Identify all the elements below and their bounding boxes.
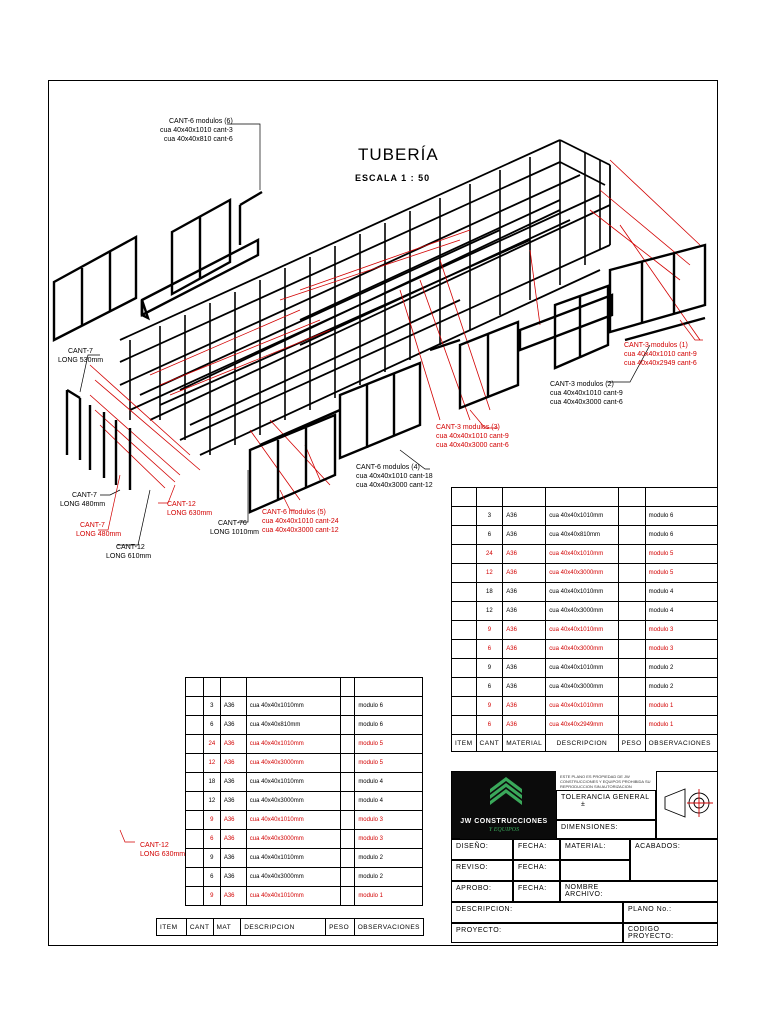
label-cant7-530: CANT-7 LONG 530mm: [58, 348, 104, 364]
header-obs: OBSERVACIONES: [645, 735, 717, 752]
cell-obs: modulo 1: [645, 697, 717, 716]
table-row: [186, 773, 423, 792]
label-cant76-1010: CANT-76 LONG 1010mm: [210, 520, 260, 536]
descripcion-label: DESCRIPCION:: [451, 902, 623, 923]
cell-mat: A36: [503, 621, 546, 640]
header-desc: DESCRIPCION: [546, 735, 618, 752]
table-row: [452, 507, 718, 526]
logo-subtitle: Y EQUIPOS: [488, 827, 520, 833]
table-row: [186, 716, 423, 735]
cell-obs: modulo 4: [355, 773, 423, 792]
cell-desc: cua 40x40x1010mm: [246, 887, 341, 906]
cell-obs: modulo 3: [645, 621, 717, 640]
header-mat: MATERIAL: [503, 735, 546, 752]
table-row: [452, 716, 718, 735]
cell-cant: 6: [476, 640, 503, 659]
cell-cant: 6: [476, 678, 503, 697]
label-cant12-630: CANT-12 LONG 630mm: [167, 501, 213, 517]
label-cant12-610: CANT-12 LONG 610mm: [106, 544, 152, 560]
fecha-label-1: FECHA:: [513, 839, 560, 860]
cell-mat: A36: [220, 830, 246, 849]
cell-cant: 24: [203, 735, 220, 754]
bom-right-header-row: [452, 735, 718, 752]
drawing-title: TUBERÍA: [358, 145, 439, 164]
cell-obs: modulo 2: [645, 659, 717, 678]
bom-left-blank-row: [186, 678, 423, 697]
header-item: ITEM: [452, 735, 477, 752]
header-mat: MAT: [213, 919, 241, 936]
cell-cant: 18: [476, 583, 503, 602]
cell-mat: A36: [503, 545, 546, 564]
cell-obs: modulo 6: [645, 507, 717, 526]
cell-item: [452, 583, 477, 602]
cell-mat: A36: [220, 773, 246, 792]
header-peso: PESO: [326, 919, 355, 936]
table-row: [452, 697, 718, 716]
cell-peso: [618, 640, 645, 659]
cell-peso: [618, 583, 645, 602]
table-row: [452, 583, 718, 602]
cell-desc: cua 40x40x1010mm: [546, 697, 618, 716]
reviso-label: REVISO:: [451, 860, 513, 881]
cell-mat: A36: [220, 735, 246, 754]
bill-of-materials-right: [451, 487, 718, 752]
cell-mat: A36: [220, 792, 246, 811]
cell-obs: modulo 3: [645, 640, 717, 659]
cell-peso: [618, 507, 645, 526]
table-row: [452, 602, 718, 621]
cell-item: [452, 659, 477, 678]
cell-item: [452, 602, 477, 621]
cell-obs: modulo 5: [645, 545, 717, 564]
cell-cant: 12: [476, 602, 503, 621]
cell-desc: cua 40x40x3000mm: [246, 754, 341, 773]
header-cant: CANT: [476, 735, 503, 752]
cell-obs: modulo 2: [355, 849, 423, 868]
proyecto-label: PROYECTO:: [451, 923, 623, 943]
cell-mat: A36: [503, 564, 546, 583]
company-logo: [452, 771, 556, 839]
cell-obs: modulo 3: [355, 811, 423, 830]
table-row: [186, 811, 423, 830]
material-label: MATERIAL:: [560, 839, 630, 860]
cell-obs: modulo 5: [355, 754, 423, 773]
cell-desc: cua 40x40x1010mm: [246, 735, 341, 754]
cell-peso: [618, 678, 645, 697]
nombre-archivo-label: NOMBRE ARCHIVO:: [560, 881, 718, 902]
cell-mat: A36: [503, 678, 546, 697]
cell-peso: [618, 716, 645, 735]
cell-cant: 24: [476, 545, 503, 564]
cell-cant: 12: [203, 792, 220, 811]
cell-desc: cua 40x40x810mm: [246, 716, 341, 735]
cell-cant: 9: [203, 849, 220, 868]
cell-obs: modulo 6: [645, 526, 717, 545]
table-row: [452, 545, 718, 564]
table-row: [186, 830, 423, 849]
cell-desc: cua 40x40x3000mm: [246, 792, 341, 811]
cell-cant: 3: [203, 697, 220, 716]
label-cant7-480-red: CANT-7 LONG 480mm: [76, 522, 122, 538]
bill-of-materials-left: [185, 677, 423, 906]
cell-cant: 9: [203, 887, 220, 906]
cell-desc: cua 40x40x1010mm: [246, 811, 341, 830]
cell-item: [452, 716, 477, 735]
cell-cant: 6: [476, 526, 503, 545]
cell-peso: [618, 545, 645, 564]
label-cant6-modulos-5: CANT-6 modulos (5) cua 40x40x1010 cant-24 cua 40x40x3000 cant-12: [262, 509, 339, 534]
cell-obs: modulo 5: [645, 564, 717, 583]
cell-mat: A36: [220, 887, 246, 906]
table-row: [452, 621, 718, 640]
cell-desc: cua 40x40x3000mm: [546, 640, 618, 659]
cell-cant: 6: [203, 830, 220, 849]
bom-left-header: [156, 918, 424, 936]
cell-desc: cua 40x40x1010mm: [546, 507, 618, 526]
cell-obs: modulo 3: [355, 830, 423, 849]
cell-mat: A36: [503, 583, 546, 602]
table-row: [452, 640, 718, 659]
aprobo-label: APROBO:: [451, 881, 513, 902]
cell-desc: cua 40x40x3000mm: [546, 602, 618, 621]
cell-desc: cua 40x40x2949mm: [546, 716, 618, 735]
cell-obs: modulo 4: [355, 792, 423, 811]
cell-mat: A36: [503, 697, 546, 716]
cell-mat: A36: [503, 602, 546, 621]
cell-mat: A36: [503, 640, 546, 659]
header-peso: PESO: [618, 735, 645, 752]
cell-cant: 9: [476, 697, 503, 716]
codigo-proyecto-label: CODIGO PROYECTO:: [623, 923, 718, 943]
cell-mat: A36: [220, 716, 246, 735]
ownership-notice: ESTE PLANO ES PROPIEDAD DE JW CONSTRUCCIONES Y EQUIPOS PROHIBIDA SU REPRODUCCION SIN AUTORIZACION: [560, 774, 651, 789]
cell-obs: modulo 1: [645, 716, 717, 735]
cell-peso: [618, 526, 645, 545]
tube-pieces-left: [67, 390, 130, 490]
cell-desc: cua 40x40x810mm: [546, 526, 618, 545]
cell-desc: cua 40x40x3000mm: [246, 868, 341, 887]
header-item: ITEM: [157, 919, 187, 936]
cell-cant: 12: [203, 754, 220, 773]
dimensiones-cell: DIMENSIONES:: [556, 820, 656, 839]
cell-desc: cua 40x40x3000mm: [546, 678, 618, 697]
bom-right-blank-row: [452, 488, 718, 507]
logo-mark-icon: [452, 771, 556, 817]
header-obs: OBSERVACIONES: [354, 919, 423, 936]
cell-cant: 6: [476, 716, 503, 735]
table-row: [186, 792, 423, 811]
cell-desc: cua 40x40x1010mm: [546, 583, 618, 602]
cell-mat: A36: [503, 507, 546, 526]
cell-mat: A36: [503, 526, 546, 545]
table-row: [186, 735, 423, 754]
cell-item: [452, 697, 477, 716]
cell-item: [452, 526, 477, 545]
projection-symbol-cell: [656, 771, 718, 839]
cell-cant: 9: [476, 621, 503, 640]
cell-desc: cua 40x40x1010mm: [546, 621, 618, 640]
cell-obs: modulo 1: [355, 887, 423, 906]
header-desc: DESCRIPCION: [241, 919, 326, 936]
label-cant6-modulos-4: CANT-6 modulos (4) cua 40x40x1010 cant-18 cua 40x40x3000 cant-12: [356, 464, 433, 489]
table-row: [186, 887, 423, 906]
table-row: [452, 564, 718, 583]
cell-item: [452, 621, 477, 640]
cell-mat: A36: [503, 716, 546, 735]
table-row: [186, 849, 423, 868]
table-row: [186, 754, 423, 773]
cell-peso: [618, 697, 645, 716]
table-row: [452, 678, 718, 697]
cell-item: [452, 678, 477, 697]
label-cant7-480: CANT-7 LONG 480mm: [60, 492, 106, 508]
cell-obs: modulo 4: [645, 602, 717, 621]
diseno-label: DISEÑO:: [451, 839, 513, 860]
acabados-label: ACABADOS:: [630, 839, 718, 881]
fecha-label-3: FECHA:: [513, 881, 560, 902]
cell-obs: modulo 4: [645, 583, 717, 602]
first-angle-projection-icon: [661, 775, 715, 831]
table-row: [452, 659, 718, 678]
cell-mat: A36: [503, 659, 546, 678]
cell-desc: cua 40x40x1010mm: [546, 545, 618, 564]
table-row: [186, 868, 423, 887]
label-cant12-630-lower: CANT-12 LONG 630mm: [140, 842, 186, 858]
plano-no-label: PLANO No.:: [623, 902, 718, 923]
table-row: [452, 526, 718, 545]
cell-mat: A36: [220, 697, 246, 716]
cell-desc: cua 40x40x1010mm: [246, 849, 341, 868]
cell-cant: 12: [476, 564, 503, 583]
cell-desc: cua 40x40x3000mm: [546, 564, 618, 583]
cell-obs: modulo 5: [355, 735, 423, 754]
cell-item: [452, 640, 477, 659]
label-cant3-modulos-1: CANT-3 modulos (1) cua 40x40x1010 cant-9 cua 40x40x2949 cant-6: [624, 342, 697, 367]
header-cant: CANT: [186, 919, 213, 936]
cell-cant: 3: [476, 507, 503, 526]
cell-desc: cua 40x40x1010mm: [246, 697, 341, 716]
cell-item: [452, 564, 477, 583]
cell-obs: modulo 6: [355, 716, 423, 735]
tolerance-general-cell: TOLERANCIA GENERAL ±: [556, 790, 656, 820]
cell-cant: 9: [203, 811, 220, 830]
cell-mat: A36: [220, 849, 246, 868]
cell-peso: [618, 602, 645, 621]
cell-peso: [618, 564, 645, 583]
cell-item: [452, 507, 477, 526]
cell-peso: [618, 659, 645, 678]
cell-cant: 9: [476, 659, 503, 678]
cell-cant: 6: [203, 716, 220, 735]
label-cant3-modulos-2: CANT-3 modulos (2) cua 40x40x1010 cant-9 cua 40x40x3000 cant-6: [550, 381, 623, 406]
cell-item: [452, 545, 477, 564]
logo-name: JW CONSTRUCCIONES: [460, 818, 548, 825]
cell-mat: A36: [220, 811, 246, 830]
cell-desc: cua 40x40x1010mm: [246, 773, 341, 792]
cell-obs: modulo 6: [355, 697, 423, 716]
table-row: [186, 697, 423, 716]
cell-mat: A36: [220, 754, 246, 773]
cell-mat: A36: [220, 868, 246, 887]
cell-peso: [618, 621, 645, 640]
drawing-scale: ESCALA 1 : 50: [355, 173, 431, 183]
cell-obs: modulo 2: [645, 678, 717, 697]
label-cant3-modulos-3: CANT-3 modulos (3) cua 40x40x1010 cant-9 cua 40x40x3000 cant-6: [436, 424, 509, 449]
label-cant6-modulos-6: CANT-6 modulos (6) cua 40x40x1010 cant-3 cua 40x40x810 cant-6: [160, 118, 233, 143]
cell-obs: modulo 2: [355, 868, 423, 887]
cell-desc: cua 40x40x1010mm: [546, 659, 618, 678]
cell-cant: 18: [203, 773, 220, 792]
cell-cant: 6: [203, 868, 220, 887]
panel-group-left-top: [54, 192, 262, 340]
fecha-label-2: FECHA:: [513, 860, 560, 881]
cell-desc: cua 40x40x3000mm: [246, 830, 341, 849]
